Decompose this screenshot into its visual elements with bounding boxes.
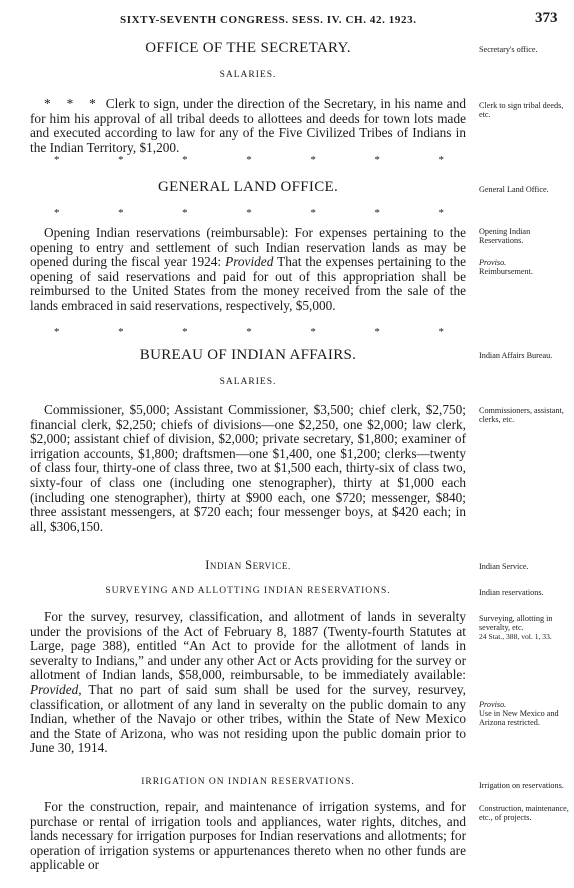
page-number: 373 xyxy=(535,10,558,26)
margin-note-irrigation: Irrigation on reservations. xyxy=(479,781,564,790)
subtitle-salaries-secretary: SALARIES. xyxy=(219,70,277,80)
ellipsis-star: * xyxy=(246,326,252,338)
section-title-indian-service xyxy=(30,558,466,573)
ellipsis-star: * xyxy=(374,154,380,166)
margin-note-indian-reservations: Indian reservations. xyxy=(479,588,544,597)
ellipsis-star: * xyxy=(438,326,444,338)
ellipsis-row xyxy=(30,155,466,165)
section-title-land-office: GENERAL LAND OFFICE. xyxy=(157,179,339,195)
margin-note-proviso: Proviso. xyxy=(479,700,507,709)
ellipsis-row xyxy=(30,327,466,337)
paragraph-text: Commissioner, $5,000; Assistant Commissioner, $3,500; chief clerk, $2,750; financial clerk, $2,250; chiefs of divisions—one $2,250, one $2,000; law clerk, $2,000; assistant chief of division, $2,000; private secretary, $1,800; examiner of irrigation accounts, $1,800; draftsmen—one $1,400, one $1,200; clerks—twenty of class four, thirty-one of class three, two at $1,500 each, thirty-six of class two, sixty-four of class one (including one stenographer), thirty at $1,000 each (including one stenographer), thirty at $900 each, one $720; messenger, $840; three assistant messengers, at $720 each; four messenger boys, at $420 each; in all, $306,150. xyxy=(30,402,466,534)
margin-note-proviso: Proviso. xyxy=(479,258,507,267)
running-header xyxy=(0,10,574,30)
ellipsis-star: * xyxy=(54,154,60,166)
ellipsis-star: * xyxy=(310,154,316,166)
ellipsis-star: * xyxy=(182,207,188,219)
margin-note-restricted: Use in New Mexico and Arizona restricted. xyxy=(479,709,559,727)
paragraph-text: Opening Indian reservations (reimbursable): For expenses pertaining to the opening to entry and settlement of such Indian reservation lands as may be opened during the fiscal year 1924: xyxy=(30,225,466,270)
margin-note-surveying-group xyxy=(479,614,571,641)
paragraph-text: That no part of said sum shall be used for the survey, resurvey, classification, or allotment of any land in severalty on the public domain to any Indian, whether of the Navajo or other tribes, within the State of New Mexico and the State of Arizona, who was not residing upon the public domain prior to June 30, 1914. xyxy=(30,681,466,756)
paragraph-opening-reservations xyxy=(30,226,466,314)
margin-note-land-office: General Land Office. xyxy=(479,185,549,194)
ellipsis-star: * xyxy=(438,154,444,166)
margin-note-citation: 24 Stat., 388, vol. 1, 33. xyxy=(479,632,552,641)
margin-note-surveying: Surveying, allotting in severalty, etc. xyxy=(479,614,553,632)
margin-note-secretary: Secretary's office. xyxy=(479,45,538,54)
ellipsis-star: * xyxy=(246,154,252,166)
ellipsis-star: * xyxy=(310,326,316,338)
margin-note-indian-affairs: Indian Affairs Bureau. xyxy=(479,351,553,360)
title-cap: I xyxy=(205,558,210,572)
ellipsis-star: * xyxy=(374,326,380,338)
margin-note-construction: Construction, maintenance, etc., of projects. xyxy=(479,804,569,822)
title-small-caps: ERVICE. xyxy=(252,561,291,571)
proviso-word: Provided xyxy=(225,254,274,270)
section-title-surveying: SURVEYING AND ALLOTTING INDIAN RESERVATIONS. xyxy=(105,586,391,596)
paragraph-commissioner-salaries xyxy=(30,403,466,534)
ellipsis-star: * xyxy=(246,207,252,219)
section-title-secretary: OFFICE OF THE SECRETARY. xyxy=(145,40,351,56)
ellipsis-star: * xyxy=(374,207,380,219)
proviso-word: Provided, xyxy=(30,681,82,697)
subtitle-salaries-indian-affairs: SALARIES. xyxy=(219,377,277,387)
ellipsis-star: * xyxy=(118,154,124,166)
ellipsis-star: * xyxy=(310,207,316,219)
paragraph-clerk-to-sign xyxy=(30,97,466,155)
paragraph-irrigation xyxy=(30,800,466,873)
margin-note-opening: Opening Indian Reservations. xyxy=(479,227,531,245)
margin-note-restricted-group xyxy=(479,700,571,727)
margin-note-commissioners: Commissioners, assistant, clerks, etc. xyxy=(479,406,564,424)
ellipsis-star: * xyxy=(118,326,124,338)
margin-note-indian-service: Indian Service. xyxy=(479,562,529,571)
ellipsis-star: * xyxy=(54,326,60,338)
margin-note-clerk: Clerk to sign tribal deeds, etc. xyxy=(479,101,564,119)
paragraph-text: That the expenses pertaining to the opening of said reservations and paid for out of this appropriation shall be reimbursed to the United States from the money received from the sale of the lands embraced in said reservations, respectively, $5,000. xyxy=(30,254,467,313)
running-title: SIXTY-SEVENTH CONGRESS. SESS. IV. CH. 42. 1923. xyxy=(120,14,417,26)
margin-note-proviso-group xyxy=(479,258,571,276)
ellipsis-star: * xyxy=(182,154,188,166)
section-title-indian-affairs: BUREAU OF INDIAN AFFAIRS. xyxy=(139,347,357,363)
paragraph-text: For the survey, resurvey, classification, and allotment of lands in severalty under the provisions of the Act of February 8, 1887 (Twenty-fourth Statutes at Large, page 388), entitled “An Act to provide for the allotment of lands in severalty to Indians,” and under any other Act or Acts providing for the survey or allotment of Indian lands, $58,000, reimbursable, to be immediately available: xyxy=(30,609,466,683)
paragraph-text: For the construction, repair, and maintenance of irrigation systems, and for purchase or rental of irrigation tools and appliances, water rights, ditches, and lands necessary for irrigation purposes for Indian reservations and allotments; for operation of irrigation systems or appurtenances thereto when no other funds are applicable or xyxy=(30,799,466,873)
ellipsis-row xyxy=(30,208,466,218)
margin-note-reimbursement: Reimbursement. xyxy=(479,267,533,276)
title-small-caps: NDIAN xyxy=(209,561,242,571)
paragraph-surveying xyxy=(30,610,466,756)
ellipsis-stars: * * * xyxy=(44,96,102,111)
ellipsis-star: * xyxy=(182,326,188,338)
paragraph-text: Clerk to sign, under the direction of the Secretary, in his name and for him his approval of all tribal deeds to allottees and deeds for town lots made and executed according to law for any of the Five Civilized Tribes of Indians in the Indian Territory, $1,200. xyxy=(30,96,466,155)
section-title-irrigation: IRRIGATION ON INDIAN RESERVATIONS. xyxy=(141,777,355,787)
ellipsis-star: * xyxy=(438,207,444,219)
ellipsis-star: * xyxy=(54,207,60,219)
ellipsis-star: * xyxy=(118,207,124,219)
title-cap: S xyxy=(245,558,253,572)
